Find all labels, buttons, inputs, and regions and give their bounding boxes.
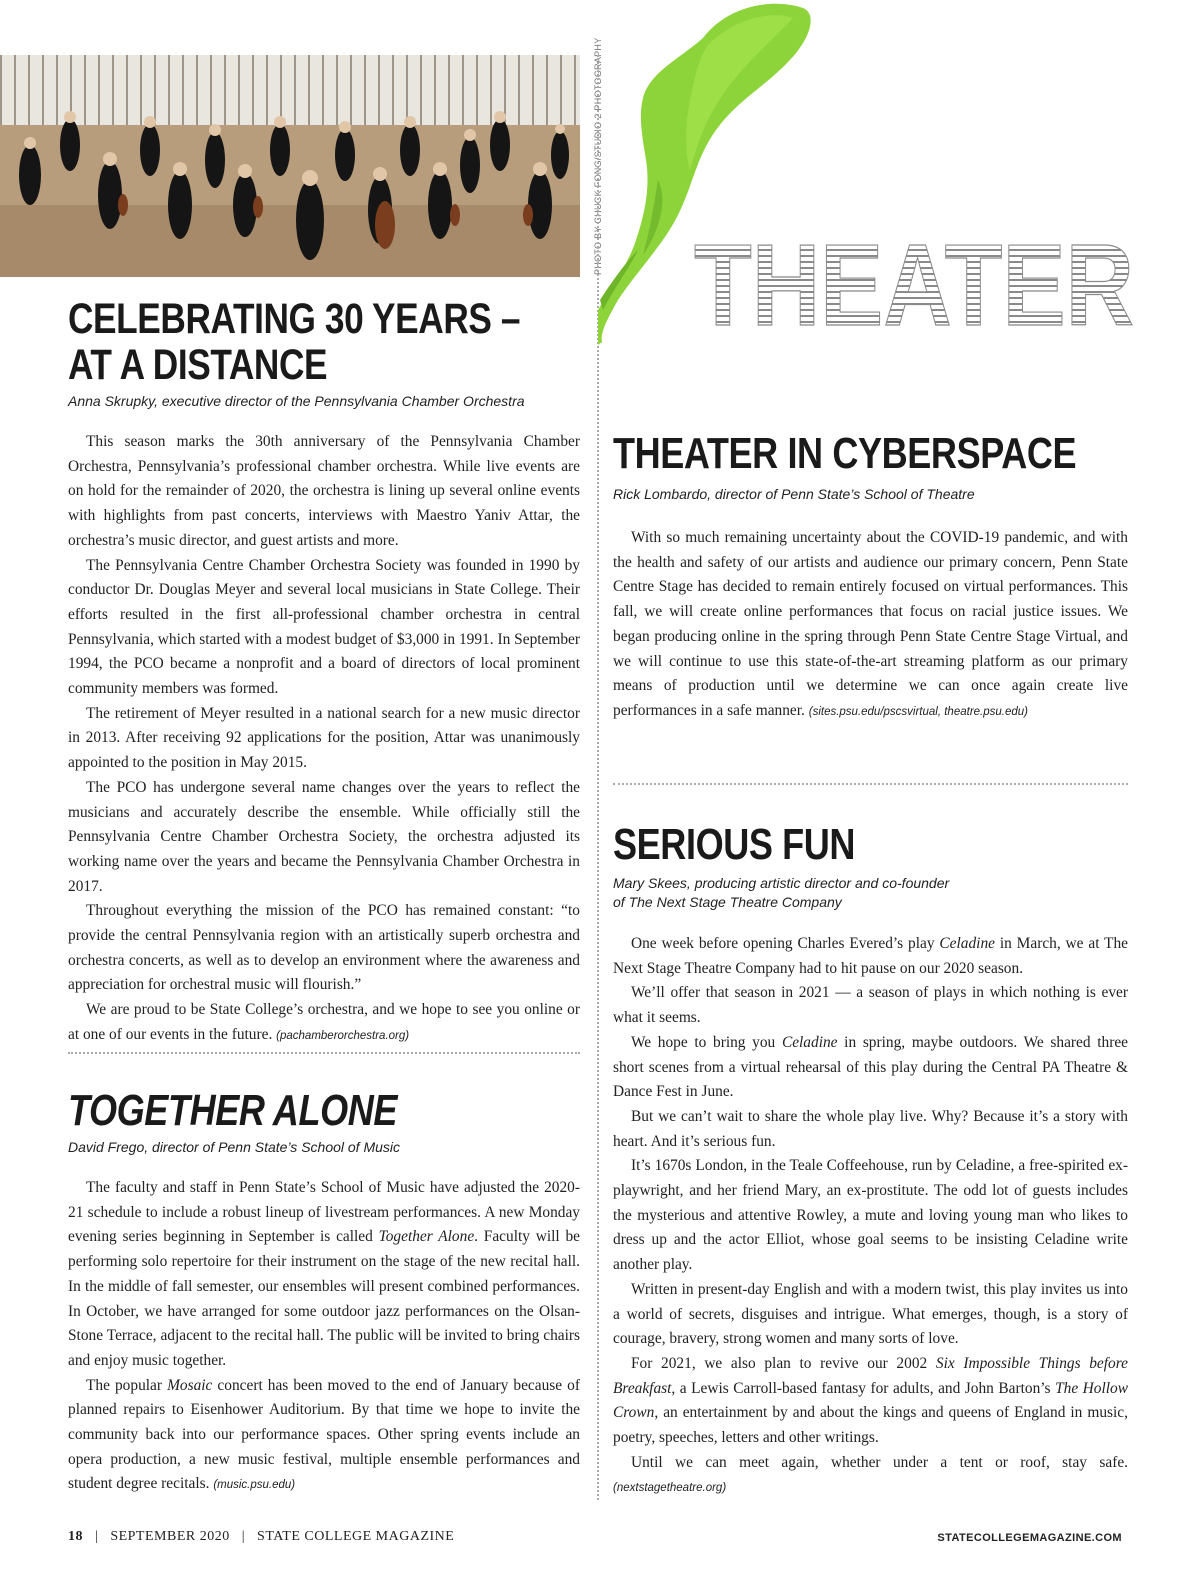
paragraph-text: in spring, maybe outdoors. We shared three short scenes from a virtual rehearsal of this play during the Central PA Theatre & Dance Fest in June. [613, 1033, 1128, 1101]
byline-line-2: of The Next Stage Theatre Company [613, 894, 842, 910]
paragraph [68, 1374, 580, 1499]
paragraph: Written in present-day English and with a modern twist, this play invites us into a world of secrets, disguises and intrigue. What emerges, though, is a story of courage, bravery, strong women and many sorts of love. [613, 1280, 1128, 1348]
article-body [68, 1176, 580, 1498]
section-label-theater [690, 220, 1140, 350]
paragraph-text: We are proud to be State College’s orchestra, and we hope to see you online or at one of our events in the future. [68, 1001, 580, 1043]
paragraph [613, 1451, 1128, 1501]
play-title: Celadine [781, 1033, 838, 1051]
page-number: 18 [68, 1529, 83, 1544]
paragraph-text: , an entertainment by and about the kings and queens of England in music, poetry, speeches, letters and other writings. [613, 1404, 1128, 1447]
play-title: Six Impossible Things before Breakfast [613, 1354, 1128, 1397]
website-link[interactable]: (pachamberorchestra.org) [276, 1029, 410, 1042]
paragraph-text: concert has been moved to the end of January because of planned repairs to Eisenhower Auditorium. By that time we hope to invite the community back into our performance spaces. Other spring events include an opera production, a new music festival, multiple ensemble performances and student degree recitals. [68, 1376, 580, 1493]
paragraph: But we can’t wait to share the whole play live. Why? Because it’s a story with heart. And it’s serious fun. [613, 1107, 1128, 1150]
footer-separator: | [233, 1529, 254, 1544]
article-body [68, 430, 580, 1049]
paragraph-text: The popular [86, 1376, 168, 1394]
magazine-name: STATE COLLEGE MAGAZINE [257, 1529, 455, 1544]
paragraph-text: We hope to bring you [631, 1033, 782, 1051]
concert-title: Mosaic [167, 1376, 213, 1394]
article-title: TOGETHER ALONE [68, 1086, 398, 1135]
section-divider-right [613, 783, 1128, 785]
page-footer [68, 1529, 454, 1545]
paragraph-text: Until we can meet again, whether under a tent or roof, stay safe. [631, 1453, 1128, 1471]
article-serious-fun [613, 822, 1128, 1501]
article-body [613, 526, 1128, 725]
title-line-1: CELEBRATING 30 YEARS – [68, 295, 521, 343]
byline: Rick Lombardo, director of Penn State’s School of Theatre [613, 486, 975, 502]
paragraph [68, 1176, 580, 1374]
section-divider-left [68, 1052, 580, 1054]
footer-separator: | [87, 1529, 107, 1544]
play-title: Celadine [939, 935, 995, 952]
article-title: SERIOUS FUN [613, 820, 856, 869]
paragraph-text: One week before opening Charles Evered’s play [631, 935, 940, 952]
paragraph-text: . Faculty will be performing solo repertoire for their instrument on the stage of the new recital hall. In the middle of fall semester, our ensembles will present combined performances. In October, we have arranged for some outdoor jazz performances on the Olsan-Stone Terrace, adjacent to the recital hall. The public will be invited to bring chairs and enjoy music together. [68, 1228, 580, 1369]
byline [613, 874, 1128, 912]
paragraph-text: , a Lewis Carroll-based fantasy for adults, and John Barton’s [671, 1379, 1056, 1397]
paragraph [613, 1031, 1128, 1105]
article-theater-in-cyberspace [613, 431, 1128, 725]
magazine-website[interactable]: STATECOLLEGEMAGAZINE.COM [937, 1532, 1122, 1544]
article-together-alone [68, 1088, 580, 1498]
byline: David Frego, director of Penn State’s School of Music [68, 1139, 401, 1155]
website-link[interactable]: (music.psu.edu) [213, 1479, 296, 1492]
paragraph: This season marks the 30th anniversary of the Pennsylvania Chamber Orchestra, Pennsylvania’s professional chamber orchestra. While live events are on hold for the remainder of 2020, the orchestra is lining up several online events with highlights from past concerts, interviews with Maestro Yaniv Attar, the orchestra’s music director, and guest artists and more. [68, 433, 580, 549]
paragraph: The Pennsylvania Centre Chamber Orchestra Society was founded in 1990 by conductor Dr. Douglas Meyer and several local musicians in State College. Their efforts resulted in the first all-professional chamber orchestra in central Pennsylvania, which started with a modest budget of $3,000 in 1991. In September 1994, the PCO became a nonprofit and a board of directors of local prominent community members was formed. [68, 556, 580, 698]
byline: Anna Skrupky, executive director of the Pennsylvania Chamber Orchestra [68, 393, 525, 409]
paragraph-text: in March, we at The Next Stage Theatre Company had to hit pause on our 2020 season. [613, 935, 1128, 977]
website-link[interactable]: (nextstagetheatre.org) [613, 1482, 727, 1495]
paragraph [613, 526, 1128, 725]
issue-date: SEPTEMBER 2020 [110, 1529, 230, 1544]
paragraph: The retirement of Meyer resulted in a national search for a new music director in 2013. After receiving 92 applications for the position, Attar was unanimously appointed to the position in May 2015. [68, 704, 580, 772]
title-line-2: AT A DISTANCE [68, 341, 328, 389]
paragraph-text: With so much remaining uncertainty about the COVID-19 pandemic, and with the health and safety of our artists and audience our primary concern, Penn State Centre Stage has decided to remain entirely focused on virtual performances. This fall, we will create online performances that focus on racial justice issues. We began producing online in the spring through Penn State Centre Stage Virtual, and we will continue to use this state-of-the-art streaming platform as our primary means of production until we determine we can once again create live performances in a safe manner. [613, 529, 1128, 719]
series-title: Together Alone [378, 1228, 475, 1246]
paragraph-text: For 2021, we also plan to revive our 2002 [631, 1354, 936, 1372]
paragraph: Throughout everything the mission of the PCO has remained constant: “to provide the central Pennsylvania region with an artistically superb orchestra and orchestra concerts, as well as to develop an environment where the awareness and appreciation for orchestral music will flourish.” [68, 902, 580, 994]
article-body [613, 932, 1128, 1501]
article-title: THEATER IN CYBERSPACE [613, 429, 1077, 478]
article-title [68, 295, 521, 389]
orchestra-photo-illustration [0, 55, 580, 277]
article-pco [68, 296, 580, 1049]
photo-credit: PHOTO BY CHUCK FONG/STUDIO 2 PHOTOGRAPHY [593, 37, 603, 275]
play-title: The Hollow Crown [613, 1379, 1129, 1422]
paragraph [613, 1352, 1128, 1451]
byline-line-1: Mary Skees, producing artistic director and co-founder [613, 875, 950, 891]
paragraph: It’s 1670s London, in the Teale Coffeehouse, run by Celadine, a free-spirited ex-playwright, and her friend Mary, an ex-prostitute. The odd lot of guests includes the mysterious and attentive Rowley, a mute and loving young man who likes to dress up and the actor Elliot, whose goal seems to be insisting Celadine write another play. [613, 1157, 1128, 1274]
paragraph-text: The faculty and staff in Penn State’s School of Music have adjusted the 2020-21 schedule to include a robust lineup of livestream performances. A new Monday evening series beginning in September is called [68, 1179, 580, 1246]
paragraph: The PCO has undergone several name changes over the years to reflect the musicians and accurately describe the ensemble. While officially still the Pennsylvania Centre Chamber Orchestra Society, the orchestra adjusted its working name over the years and became the Pennsylvania Chamber Orchestra in 2017. [68, 778, 580, 895]
paragraph [613, 932, 1128, 981]
paragraph: We’ll offer that season in 2021 — a season of plays in which nothing is ever what it seems. [613, 984, 1128, 1027]
theater-wordmark: THEATER [694, 220, 1134, 350]
orchestra-photo [0, 55, 580, 277]
website-link[interactable]: (sites.psu.edu/pscsvirtual, theatre.psu.edu) [808, 705, 1028, 718]
paragraph [68, 998, 580, 1048]
